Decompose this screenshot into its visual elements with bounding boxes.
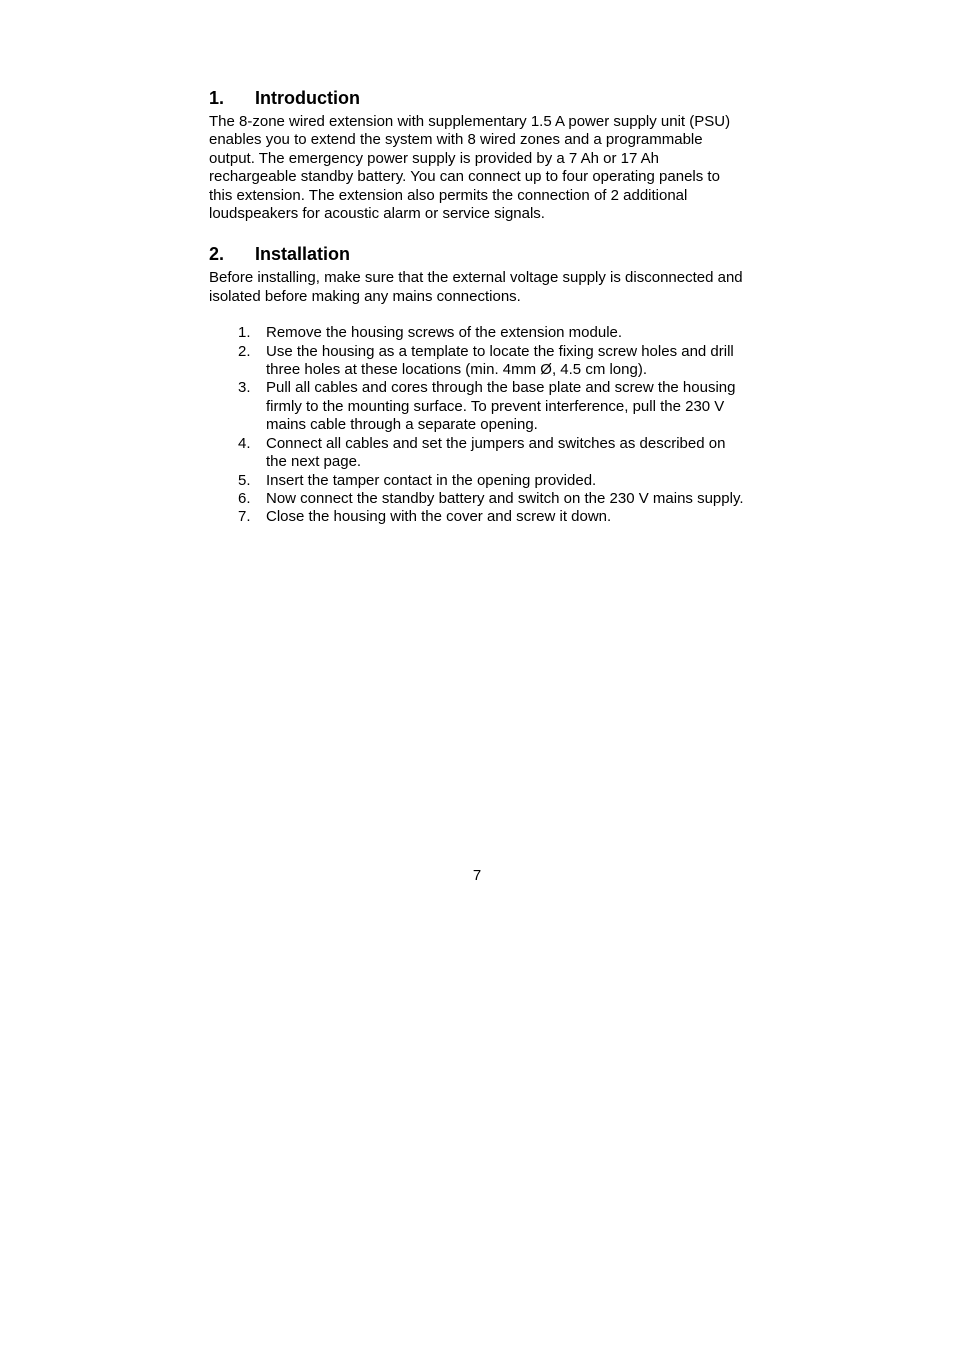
section-heading-installation: [209, 243, 744, 265]
step-number: 2.: [238, 342, 251, 360]
page-number: 7: [472, 867, 482, 884]
step-text: Now connect the standby battery and switch on the 230 V mains supply.: [266, 489, 744, 507]
list-item: [209, 435, 744, 472]
installation-paragraph: Before installing, make sure that the external voltage supply is disconnected and isolated before making any mains connections.: [209, 269, 743, 305]
introduction-paragraph: The 8-zone wired extension with supplementary 1.5 A power supply unit (PSU) enables you to extend the system with 8 wired zones and a programmable output. The emergency power supply is provided by a 7 Ah or 17 Ah rechargeable standby battery. You can connect up to four operating panels to this extension. The extension also permits the connection of 2 additional loudspeakers for acoustic alarm or service signals.: [209, 113, 731, 223]
section-title: Installation: [255, 244, 351, 265]
step-text: Insert the tamper contact in the opening provided.: [266, 471, 597, 489]
section-number: 2.: [209, 244, 225, 265]
section-introduction: [209, 87, 744, 223]
step-text: Use the housing as a template to locate the fixing screw holes and drill three holes at these locations (min. 4mm Ø, 4.5 cm long).: [266, 342, 734, 379]
step-text: Close the housing with the cover and screw it down.: [266, 508, 612, 526]
list-item: [209, 472, 744, 490]
list-item: [209, 324, 744, 342]
installation-steps-list: [209, 324, 744, 526]
step-text: Connect all cables and set the jumpers and switches as described on the next page.: [266, 434, 726, 471]
step-number: 6.: [238, 489, 251, 507]
step-text: Remove the housing screws of the extension module.: [266, 324, 623, 342]
list-item: [209, 508, 744, 526]
step-number: 7.: [238, 508, 251, 526]
list-item: [209, 343, 744, 380]
section-heading-introduction: [209, 87, 744, 109]
section-title: Introduction: [255, 88, 360, 108]
list-item: [209, 379, 744, 434]
step-number: 5.: [238, 471, 251, 489]
step-number: 1.: [238, 324, 251, 342]
step-text: Pull all cables and cores through the base plate and screw the housing firmly to the mounting surface. To prevent interference, pull the 230 V mains cable through a separate opening.: [266, 379, 736, 434]
list-item: [209, 490, 744, 508]
section-installation: [209, 243, 744, 526]
step-number: 3.: [238, 379, 251, 397]
step-number: 4.: [238, 434, 251, 452]
section-number: 1.: [209, 88, 225, 108]
page-content: [209, 87, 744, 527]
